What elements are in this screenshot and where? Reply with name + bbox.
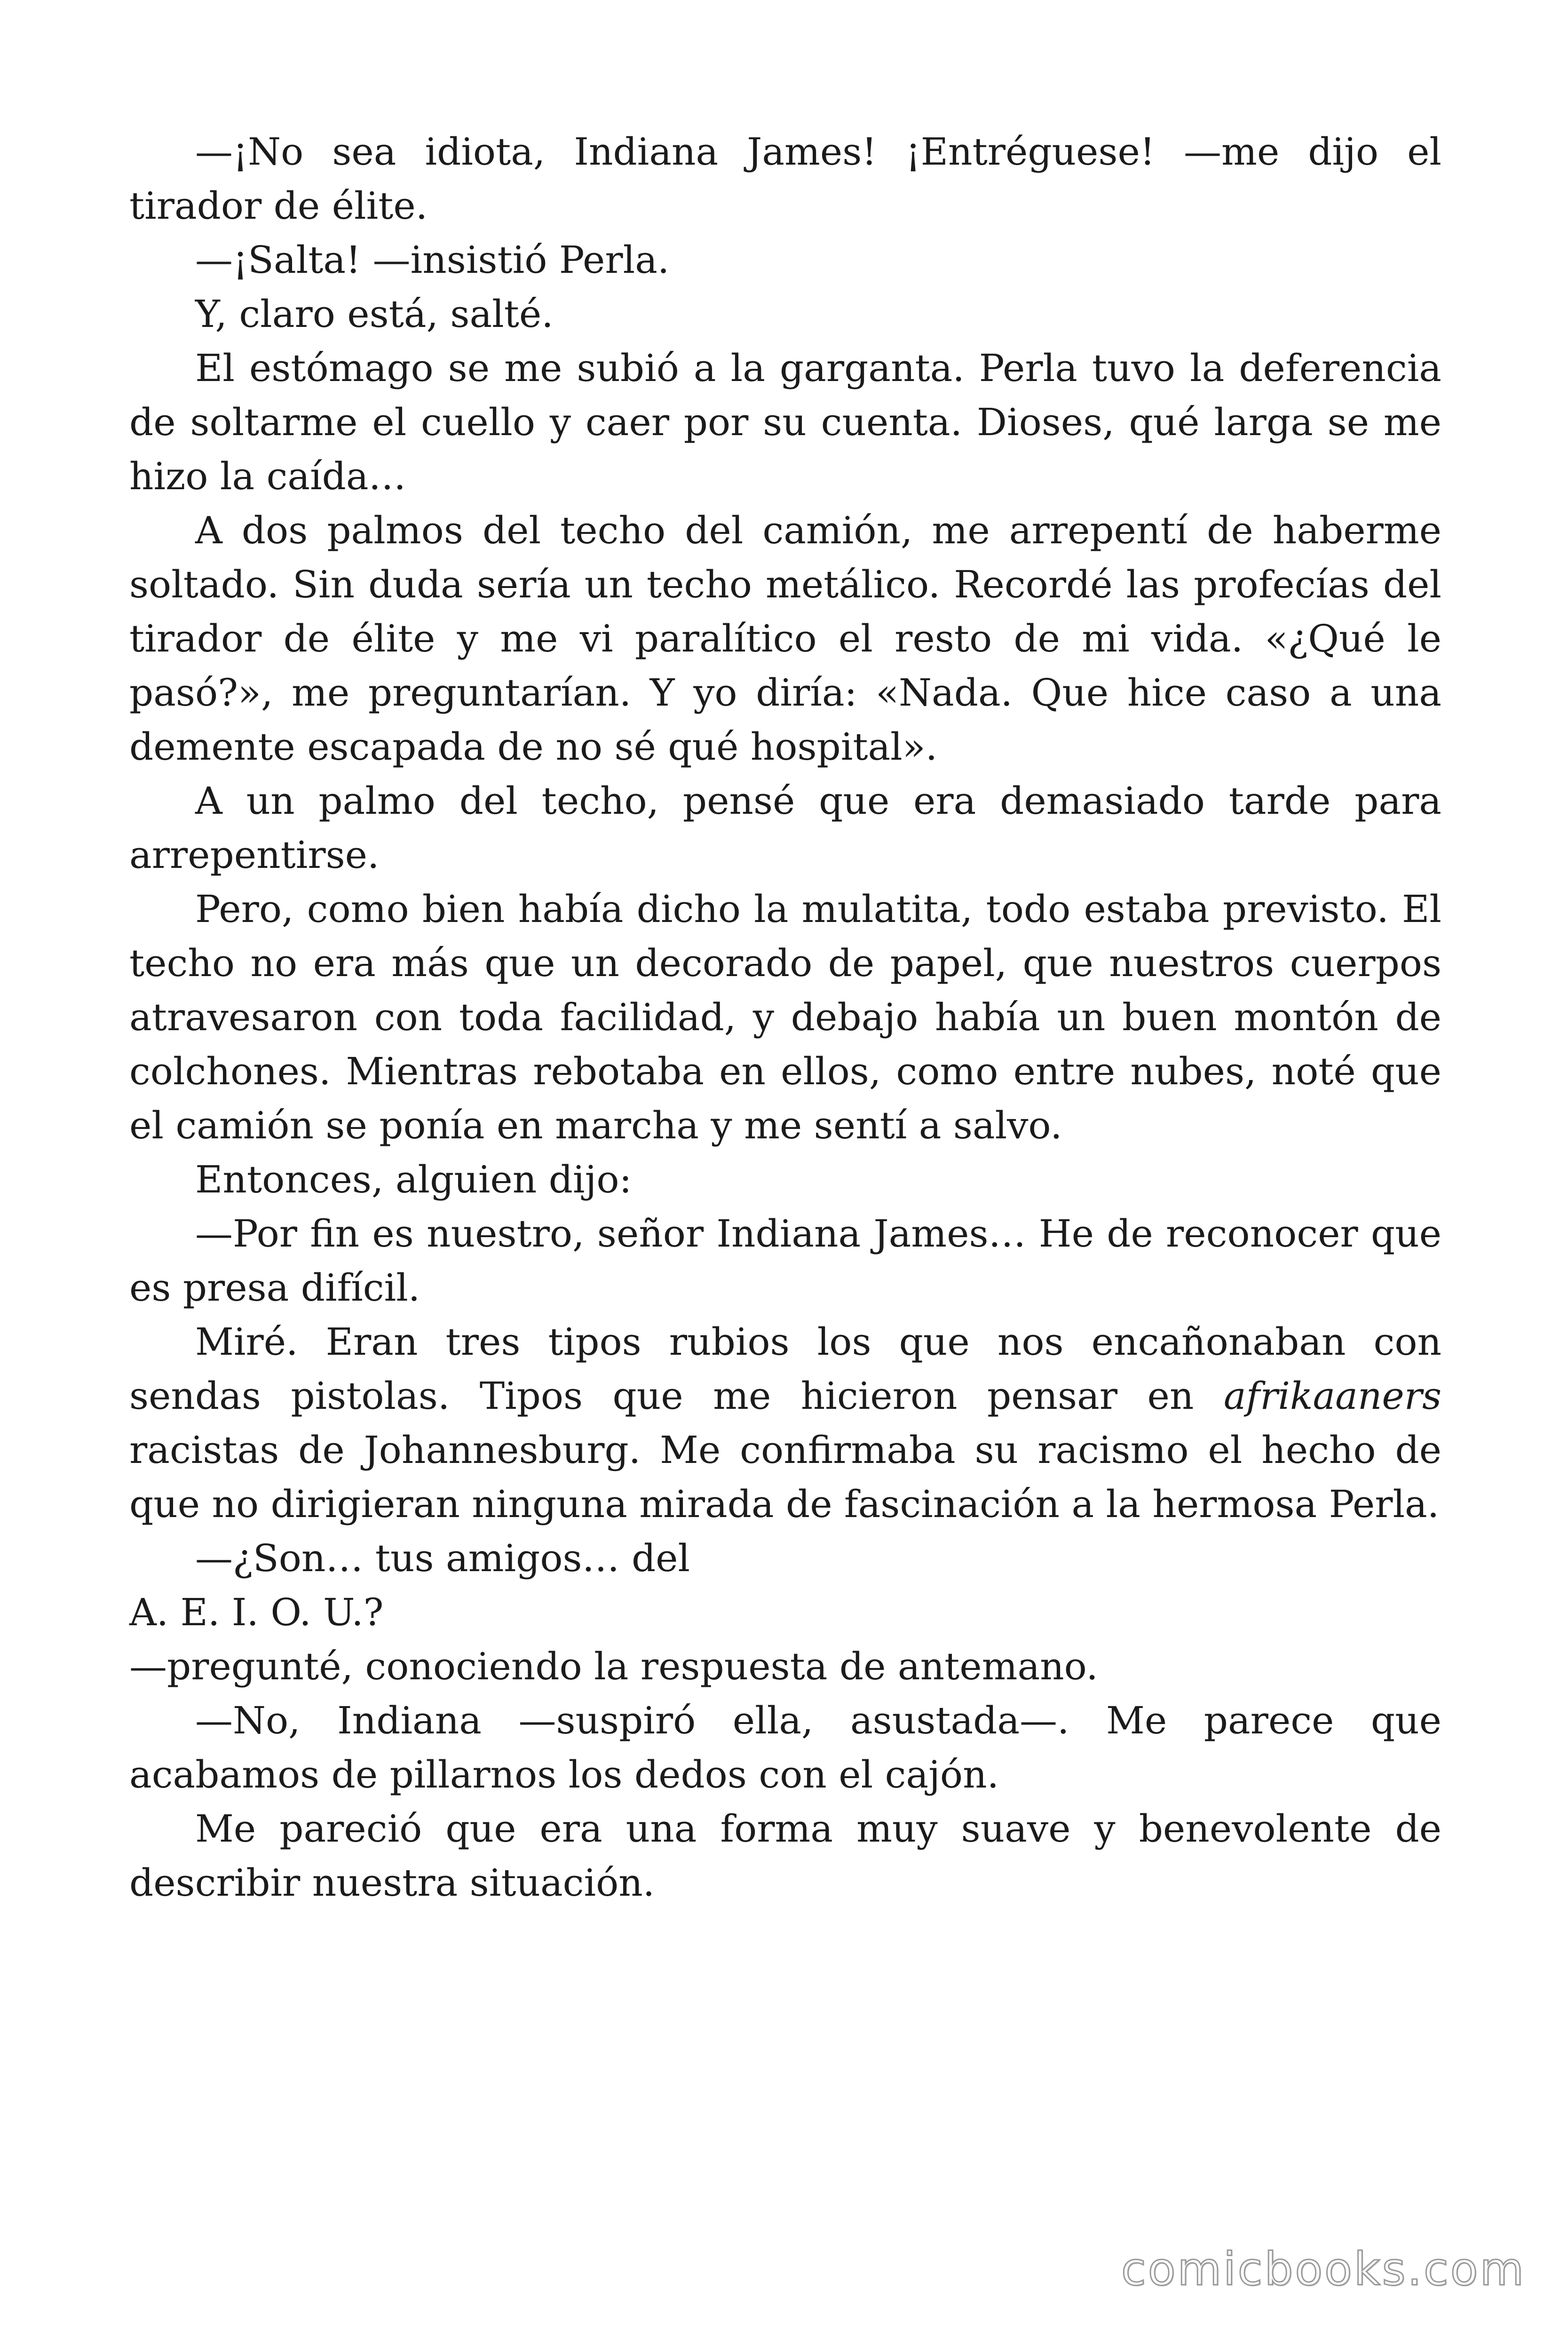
paragraph-text: racistas de Johannesburg. Me confirmaba su racismo el hecho de que no dirigieran ninguna mirada de fascinación a la hermosa Perla.	[129, 1428, 1441, 1526]
paragraph: —¡Salta! —insistió Perla.	[195, 238, 670, 282]
watermark-logo: comicbooks.com	[1121, 2243, 1526, 2296]
paragraph: —pregunté, conociendo la respuesta de antemano.	[129, 1645, 1098, 1688]
italic-word: afrikaaners	[1223, 1374, 1441, 1418]
paragraph-text: Miré. Eran tres tipos rubios los que nos encañonaban con sendas pistolas. Tipos que me hicieron pensar en	[129, 1320, 1441, 1418]
paragraph: Y, claro está, salté.	[195, 292, 554, 336]
paragraph: Pero, como bien había dicho la mulatita, todo estaba previsto. El techo no era más que un decorado de papel, que nuestros cuerpos atravesaron con toda facilidad, y debajo había un buen montón de colchones. Mientras rebotaba en ellos, como entre nubes, noté que el camión se ponía en marcha y me sentí a salvo.	[129, 887, 1441, 1147]
paragraph: —¿Son… tus amigos… del	[195, 1536, 690, 1580]
paragraph: —No, Indiana —suspiró ella, asustada—. Me parece que acabamos de pillarnos los dedos con el cajón.	[129, 1699, 1441, 1796]
paragraph: A un palmo del techo, pensé que era demasiado tarde para arrepentirse.	[129, 779, 1441, 877]
paragraph: —Por fin es nuestro, señor Indiana James… He de reconocer que es presa difícil.	[129, 1212, 1441, 1310]
paragraph: Entonces, alguien dijo:	[195, 1158, 632, 1201]
document-page	[129, 125, 1441, 1910]
paragraph: A. E. I. O. U.?	[129, 1590, 384, 1634]
paragraph: Me pareció que era una forma muy suave y benevolente de describir nuestra situación.	[129, 1807, 1441, 1905]
paragraph-afrikaaners	[129, 1315, 1441, 1531]
paragraph: El estómago se me subió a la garganta. Perla tuvo la deferencia de soltarme el cuello y caer por su cuenta. Dioses, qué larga se me hizo la caída…	[129, 346, 1441, 498]
paragraph: —¡No sea idiota, Indiana James! ¡Entréguese! —me dijo el tirador de élite.	[129, 130, 1441, 228]
paragraph: A dos palmos del techo del camión, me arrepentí de haberme soltado. Sin duda sería un techo metálico. Recordé las profecías del tirador de élite y me vi paralítico el resto de mi vida. «¿Qué le pasó?», me preguntarían. Y yo diría: «Nada. Que hice caso a una demente escapada de no sé qué hospital».	[129, 509, 1441, 769]
